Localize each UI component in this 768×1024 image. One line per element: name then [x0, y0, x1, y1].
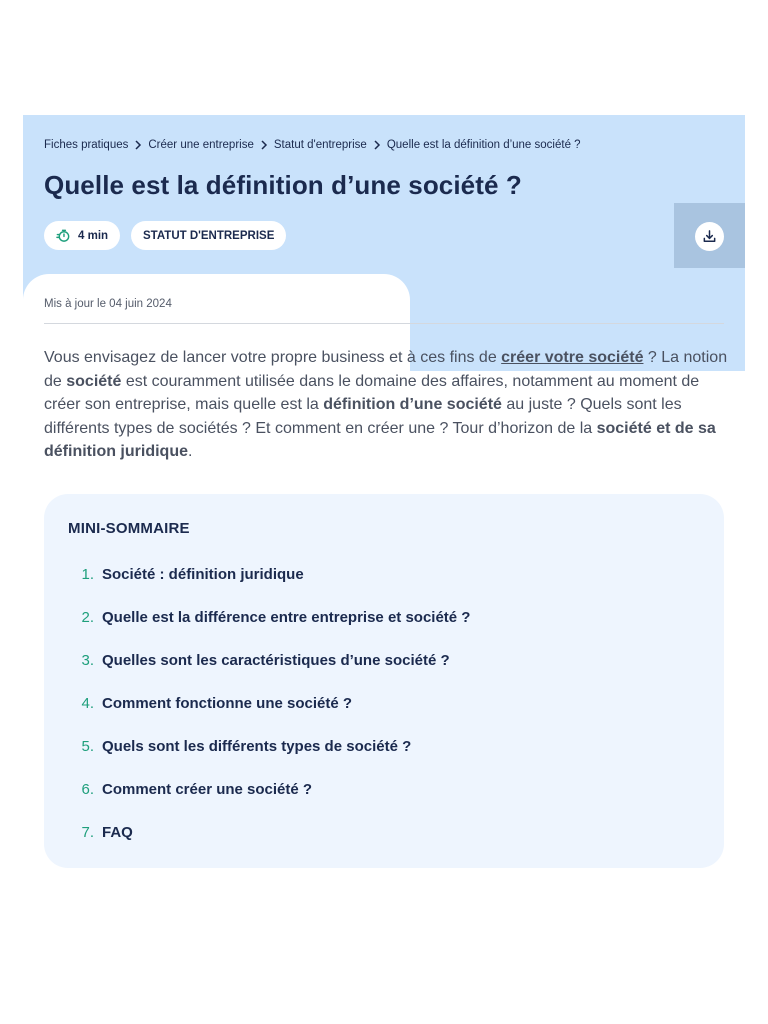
reading-time-badge: [44, 221, 120, 250]
breadcrumb-creer-entreprise[interactable]: Créer une entreprise: [148, 139, 254, 151]
intro-bold: société: [66, 372, 122, 390]
intro-paragraph: [44, 346, 734, 464]
toc-link[interactable]: Comment créer une société ?: [102, 781, 313, 798]
intro-text: au juste ? Quels sont les différents types de sociétés ? Et comment en créer une ? Tour d’horizon de la: [44, 396, 682, 437]
toc-item: [68, 695, 352, 712]
breadcrumb: [44, 139, 581, 151]
chevron-right-icon: [254, 140, 274, 150]
intro-bold: définition d’une société: [323, 396, 502, 413]
toc-number: 2.: [81, 609, 94, 626]
toc-item: [68, 781, 312, 798]
toc-link[interactable]: FAQ: [102, 824, 133, 841]
download-icon: [702, 229, 717, 244]
page-title: Quelle est la définition d’une société ?: [44, 170, 522, 200]
intro-text: ? La notion de: [44, 349, 728, 390]
updated-date: Mis à jour le 04 juin 2024: [44, 298, 172, 310]
stopwatch-icon: [56, 228, 71, 243]
chevron-right-icon: [367, 140, 387, 150]
toc-number: 5.: [81, 738, 94, 755]
sommaire-title: MINI-SOMMAIRE: [68, 520, 190, 537]
toc-item: [68, 824, 133, 841]
toc-link[interactable]: Comment fonctionne une société ?: [102, 695, 353, 712]
toc-link[interactable]: Quels sont les différents types de société ?: [102, 738, 412, 755]
toc-item: [68, 652, 450, 669]
toc-item: [68, 566, 304, 583]
breadcrumb-fiches-pratiques[interactable]: Fiches pratiques: [44, 139, 129, 151]
intro-text: est couramment utilisée dans le domaine des affaires, notamment au moment de créer son entreprise, mais quelle est la: [44, 372, 700, 413]
toc-link[interactable]: Quelles sont les caractéristiques d’une société ?: [102, 652, 450, 669]
toc-item: [68, 738, 411, 755]
category-tag[interactable]: STATUT D'ENTREPRISE: [131, 221, 286, 250]
intro-bold: société et de sa définition juridique: [44, 419, 716, 460]
download-button[interactable]: [695, 222, 724, 251]
chevron-right-icon: [128, 140, 148, 150]
divider: [44, 323, 724, 324]
toc-number: 7.: [81, 824, 94, 841]
toc-number: 1.: [81, 566, 94, 583]
reading-time: 4 min: [78, 229, 109, 242]
toc-number: 6.: [81, 781, 94, 798]
intro-text: Vous envisagez de lancer votre propre business et à ces fins de: [44, 349, 502, 366]
toc-link[interactable]: Société : définition juridique: [102, 566, 304, 583]
breadcrumb-current: Quelle est la définition d’une société ?: [386, 139, 581, 151]
creer-votre-societe-link[interactable]: créer votre société: [501, 349, 644, 366]
toc-number: 4.: [81, 695, 94, 712]
breadcrumb-statut-entreprise[interactable]: Statut d'entreprise: [273, 139, 367, 151]
mini-sommaire: [44, 494, 724, 868]
intro-text: .: [187, 443, 193, 460]
toc-number: 3.: [81, 652, 94, 669]
toc-link[interactable]: Quelle est la différence entre entreprise et société ?: [102, 609, 471, 626]
toc-item: [68, 609, 470, 626]
